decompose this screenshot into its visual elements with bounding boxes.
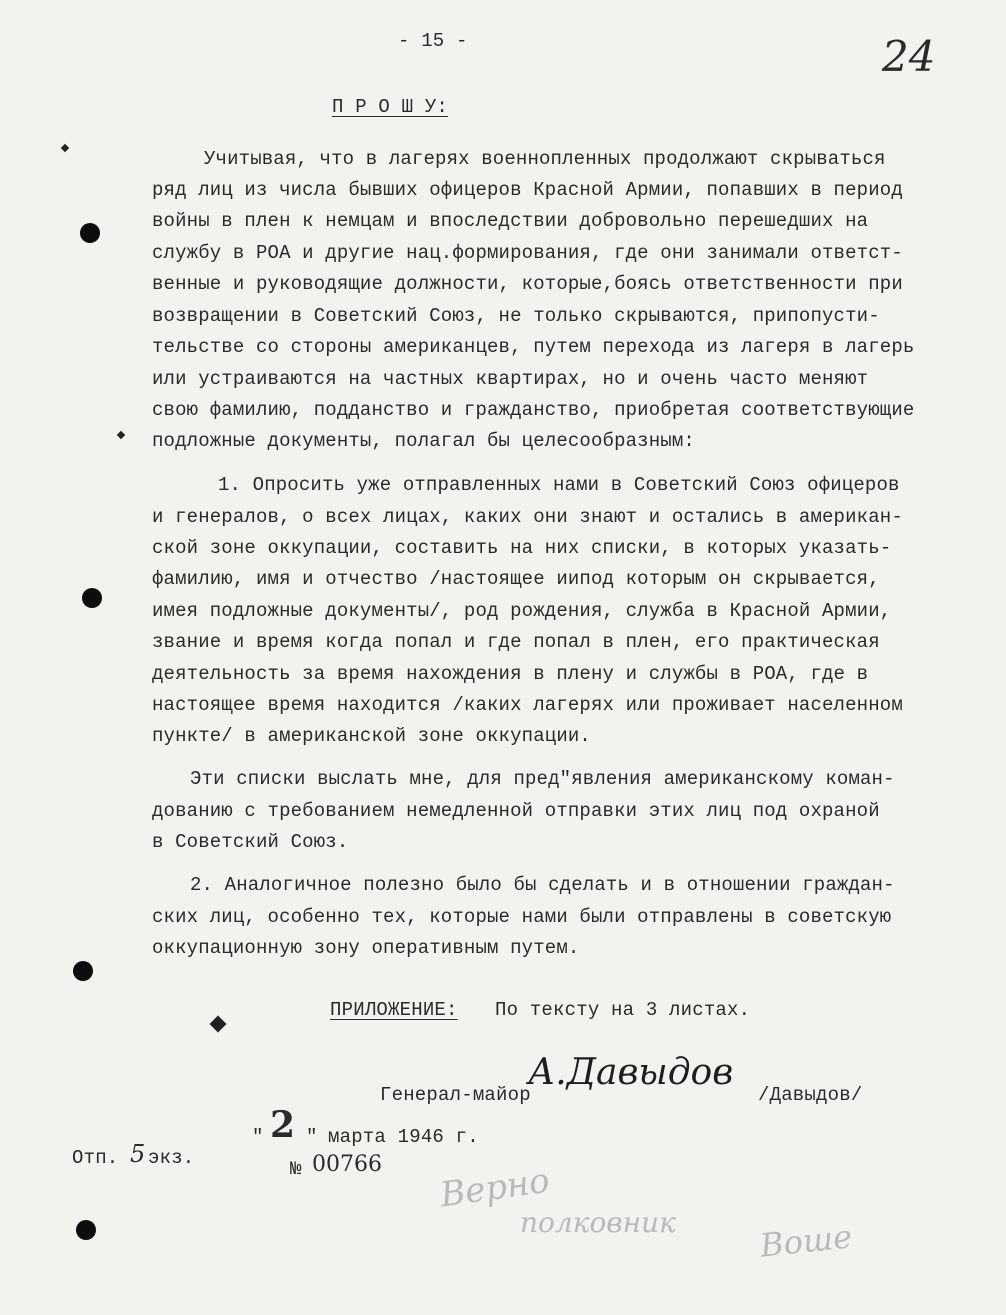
text-line: настоящее время находится /каких лагерях или проживает населенном — [152, 694, 903, 716]
text-line: свою фамилию, подданство и гражданство, приобретая соответствующие — [152, 399, 915, 421]
punch-hole — [73, 961, 93, 981]
text-line: пункте/ в американской зоне оккупации. — [152, 725, 591, 747]
text-line: венные и руководящие должности, которые,боясь ответственности при — [152, 273, 903, 295]
text-line: в Советский Союз. — [152, 831, 349, 853]
text-line: возвращении в Советский Союз, не только скрываются, припопусти- — [152, 305, 880, 327]
signatory-title: Генерал-майор — [380, 1084, 531, 1106]
text-line: тельстве со стороны американцев, путем перехода из лагеря в лагерь — [152, 336, 915, 358]
text-line: дованию с требованием немедленной отправки этих лиц под охраной — [152, 800, 880, 822]
certification-line-2: полковник — [520, 1206, 676, 1239]
text-line: войны в плен к немцам и впоследствии добровольно перешедших на — [152, 210, 869, 232]
copies-prefix: Отп. — [72, 1147, 119, 1169]
document-heading: П Р О Ш У: — [332, 96, 449, 118]
copies-count: 5 — [130, 1140, 146, 1168]
text-line: 2. Аналогичное полезно было бы сделать и в отношении граждан- — [190, 874, 895, 896]
certification-signature: Воше — [758, 1217, 854, 1265]
text-line: 1. Опросить уже отправленных нами в Советский Союз офицеров — [218, 474, 900, 496]
date-quote-close: " — [306, 1126, 318, 1148]
text-line: ряд лиц из числа бывших офицеров Красной Армии, попавших в период — [152, 179, 903, 201]
text-line: ской зоне оккупации, составить на них списки, в которых указать- — [152, 537, 892, 559]
text-line: Учитывая, что в лагерях военнопленных продолжают скрываться — [204, 148, 886, 170]
text-line: подложные документы, полагал бы целесообразным: — [152, 430, 695, 452]
date-quote-open: " — [252, 1126, 264, 1148]
document-number: 00766 — [312, 1152, 382, 1177]
date-day: 2 — [270, 1104, 296, 1146]
punch-hole — [76, 1220, 96, 1240]
punch-hole — [82, 588, 102, 608]
text-line: службу в РОА и другие нац.формирования, где они занимали ответст- — [152, 242, 903, 264]
appendix-text: По тексту на 3 листах. — [495, 999, 751, 1021]
archive-number: 24 — [882, 32, 936, 81]
handwritten-signature: А.Давыдов — [528, 1052, 734, 1093]
margin-mark — [117, 431, 125, 439]
date-text: марта 1946 г. — [328, 1126, 479, 1148]
text-line: и генералов, о всех лицах, каких они знают и остались в американ- — [152, 506, 903, 528]
signatory-name: /Давыдов/ — [758, 1084, 863, 1106]
text-line: деятельность за время нахождения в плену и службы в РОА, где в — [152, 663, 869, 685]
punch-hole — [80, 223, 100, 243]
margin-mark — [210, 1016, 227, 1033]
text-line: имея подложные документы/, род рождения, служба в Красной Армии, — [152, 600, 892, 622]
text-line: звание и время когда попал и где попал в плен, его практическая — [152, 631, 880, 653]
margin-mark — [61, 144, 69, 152]
text-line: Эти списки выслать мне, для пред"явления американскому коман- — [190, 768, 895, 790]
certification-line-1: Верно — [437, 1160, 552, 1216]
appendix-label: ПРИЛОЖЕНИЕ: — [330, 999, 458, 1021]
number-prefix: № — [290, 1158, 302, 1180]
text-line: оккупационную зону оперативным путем. — [152, 937, 580, 959]
text-line: фамилию, имя и отчество /настоящее иипод которым он скрывается, — [152, 568, 880, 590]
page-number: - 15 - — [398, 30, 468, 52]
text-line: ских лиц, особенно тех, которые нами были отправлены в советскую — [152, 906, 892, 928]
text-line: или устраиваются на частных квартирах, но и очень часто меняют — [152, 368, 869, 390]
copies-suffix: экз. — [148, 1147, 195, 1169]
